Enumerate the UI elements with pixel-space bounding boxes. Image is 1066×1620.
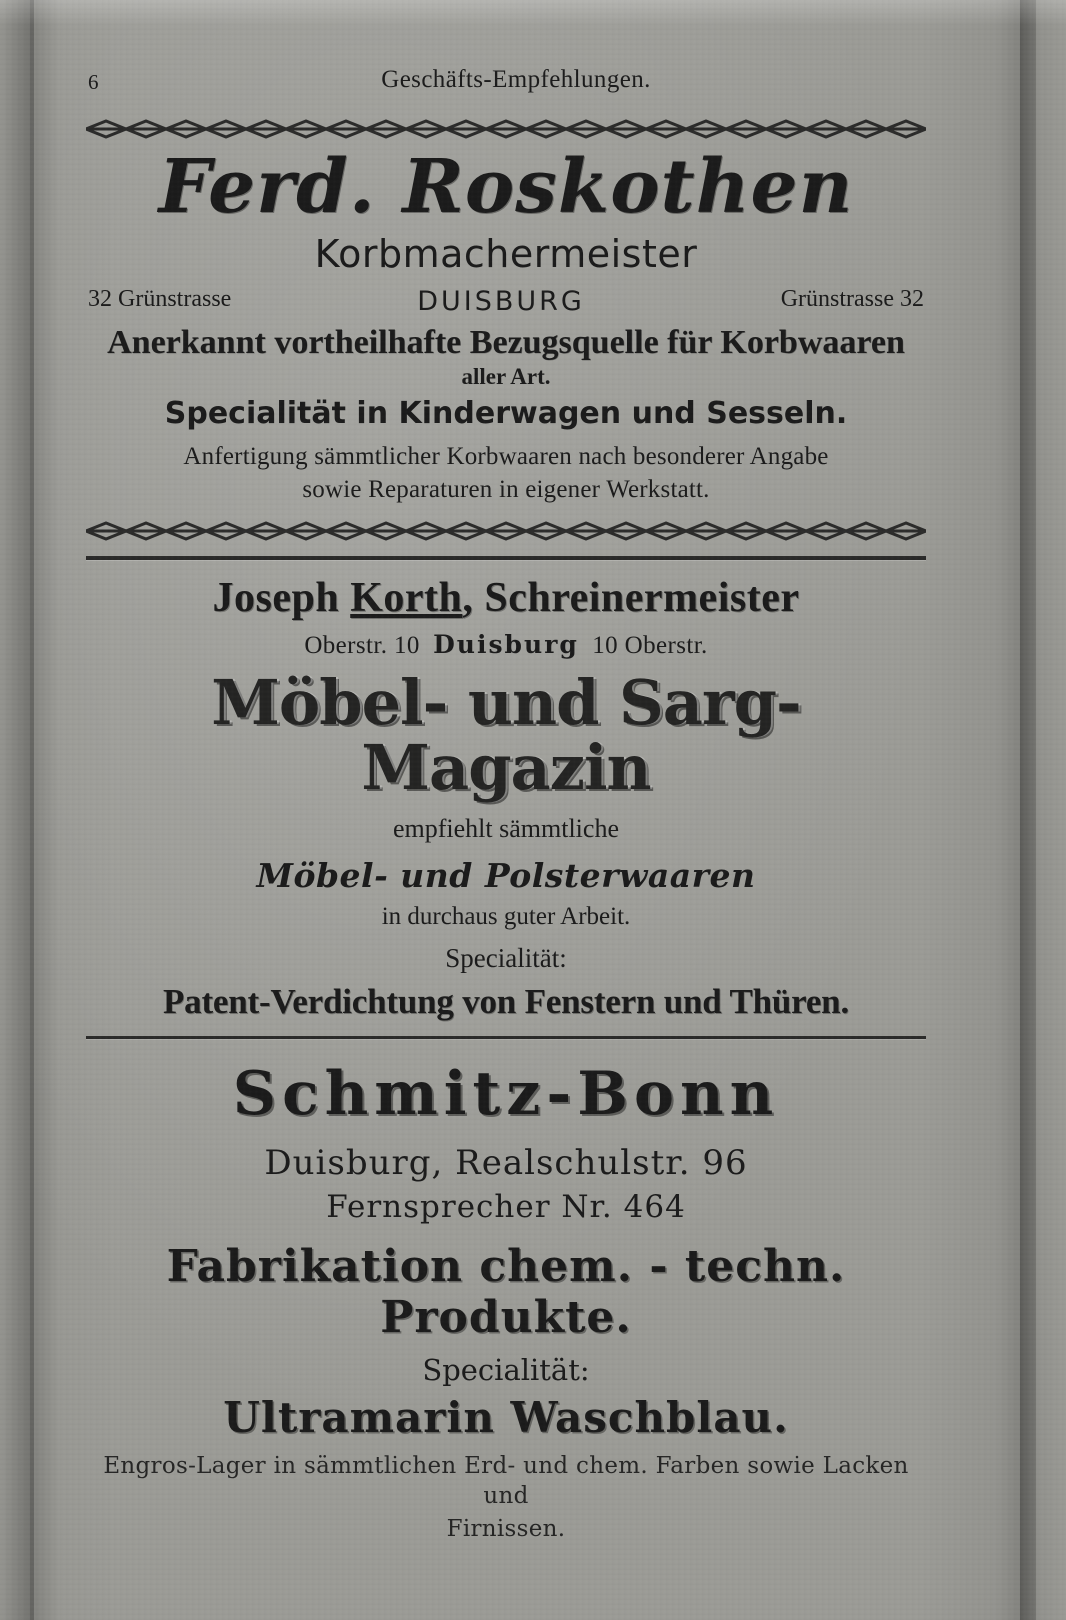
address-left: 32 Grünstrasse [88, 286, 232, 312]
trade-title: Korbmachermeister [314, 232, 698, 276]
address-left: Oberstr. 10 [304, 631, 420, 659]
city-name: Duisburg [433, 629, 579, 659]
address: Duisburg, Realschulstr. 96 [264, 1142, 748, 1183]
ad-headline-sub: aller Art. [461, 364, 551, 389]
running-head: Geschäfts-Empfehlungen. [381, 66, 651, 93]
address-row [86, 630, 926, 660]
ornament-divider-top [86, 118, 926, 140]
telephone: Fernsprecher Nr. 464 [326, 1188, 686, 1225]
page-header [86, 62, 926, 114]
ad-intro: empfiehlt sämmtliche [393, 813, 619, 843]
city-name: DUISBURG [417, 286, 585, 317]
ad-body-line-1: Anfertigung sämmtlicher Korbwaaren nach besonderer Angabe [183, 443, 829, 470]
section-rule-2 [86, 1036, 926, 1039]
page-content [86, 0, 926, 1545]
ad-speciality: Ultramarin Waschblau. [223, 1392, 789, 1442]
page-left-shadow [0, 0, 34, 1620]
section-rule-1 [86, 556, 926, 560]
page-number: 6 [88, 70, 99, 94]
ad-banner: Möbel- und Sarg-Magazin [211, 665, 801, 804]
business-name-last: Korth [350, 574, 463, 621]
address-right: Grünstrasse 32 [780, 286, 924, 312]
page-right-shadow [1020, 0, 1066, 1620]
ad-speciality-label: Specialität: [422, 1352, 590, 1387]
ad-headline: Fabrikation chem. - techn. Produkte. [166, 1240, 846, 1343]
ornament-divider-bottom [86, 520, 926, 542]
advertisement-roskothen [86, 144, 926, 506]
business-name: Ferd. Roskothen [158, 144, 854, 230]
ad-speciality: Patent-Verdichtung von Fenstern und Thüren. [163, 981, 849, 1021]
ad-footer-line-2: Firnissen. [446, 1516, 566, 1543]
address-row [86, 286, 926, 320]
ad-goods: Möbel- und Polsterwaaren [256, 855, 756, 895]
ad-speciality-label: Specialität: [445, 942, 567, 973]
address-right: 10 Oberstr. [592, 631, 708, 659]
business-name: Schmitz-Bonn [232, 1058, 780, 1129]
advertisement-korth [86, 574, 926, 1022]
ad-speciality: Specialität in Kinderwagen und Sesseln. [164, 396, 848, 431]
ad-body-line-2: sowie Reparaturen in eigener Werkstatt. [302, 476, 710, 504]
business-name-first: Joseph [212, 574, 340, 621]
ad-footer-line-1: Engros-Lager in sämmtlichen Erd- und chem. Farben sowie Lacken und [103, 1452, 909, 1509]
ad-quality: in durchaus guter Arbeit. [381, 902, 631, 930]
ad-headline: Anerkannt vortheilhafte Bezugsquelle für Korbwaaren [107, 324, 905, 361]
business-name [86, 574, 926, 622]
advertisement-schmitz-bonn [86, 1059, 926, 1546]
business-trade: , Schreinermeister [462, 574, 800, 621]
